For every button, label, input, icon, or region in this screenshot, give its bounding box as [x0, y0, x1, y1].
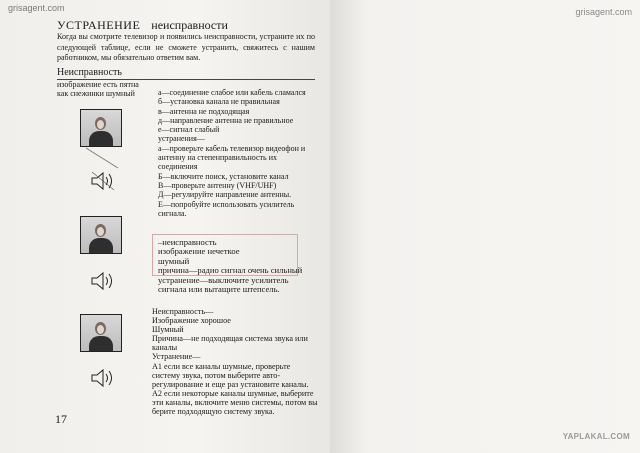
diagonal-line-icon — [85, 147, 119, 169]
watermark-bottom-right: YAPLAKAL.COM — [562, 432, 630, 441]
intro-paragraph: Когда вы смотрите телевизор и появились неисправности, устраните их по следующей таблице, если не сможете устранить, свяжитесь с нашим работником, мы обязательно ответим вам. — [57, 32, 315, 62]
page-title — [57, 18, 228, 33]
speaker-sound-icon — [90, 270, 116, 292]
symptom-1: изображение есть пятна как снежинки шумный — [57, 80, 139, 98]
section-heading: Неисправность — [57, 67, 122, 78]
troubleshoot-block-1: а—соединение слабое или кабель сламался б—установка канала не правильная в—антенна не подходящая д—направление антенна не правильное е—сигнал слабый устранения— а—проверьте кабель телевизор видеофон и антенну на степенправильность их соединения Б—включите поиск, установите канал В—проверьте антенну (VHF/UHF) Д—регулируйте направление антенны. Е—попробуйте использовать усилитель сигнала. — [158, 88, 306, 218]
troubleshoot-block-3: Неисправность— Изображение хорошое Шумный Причина—не подходящая система звука или каналы Устранение— А1 если все каналы шумные, проверьте систему звука, потом выберите авто-регулирование и еще раз установите каналы. А2 если некоторые каналы шумные, выберите эти каналы, включите меню системы, потом вы берите подходящую систему звука. — [152, 307, 318, 417]
page-number: 17 — [55, 412, 67, 426]
tv-portrait-icon — [80, 216, 122, 254]
speaker-sound-icon — [90, 170, 116, 192]
speaker-sound-icon — [90, 367, 116, 389]
tv-portrait-icon — [80, 314, 122, 352]
troubleshoot-block-2: –неисправность изображение нечеткое шумный причина—радио сигнал очень сильный устранение—выключите усилитель сигнала или вытащите штепсель. — [158, 237, 303, 295]
bleed-through-text — [355, 45, 615, 56]
tv-portrait-icon — [80, 109, 122, 147]
title-part1: УСТРАНЕНИЕ — [57, 18, 141, 32]
title-part2: неисправности — [151, 18, 228, 32]
watermark-top-right: grisagent.com — [575, 7, 632, 17]
watermark-top-left: grisagent.com — [8, 3, 65, 13]
right-page — [330, 0, 640, 453]
